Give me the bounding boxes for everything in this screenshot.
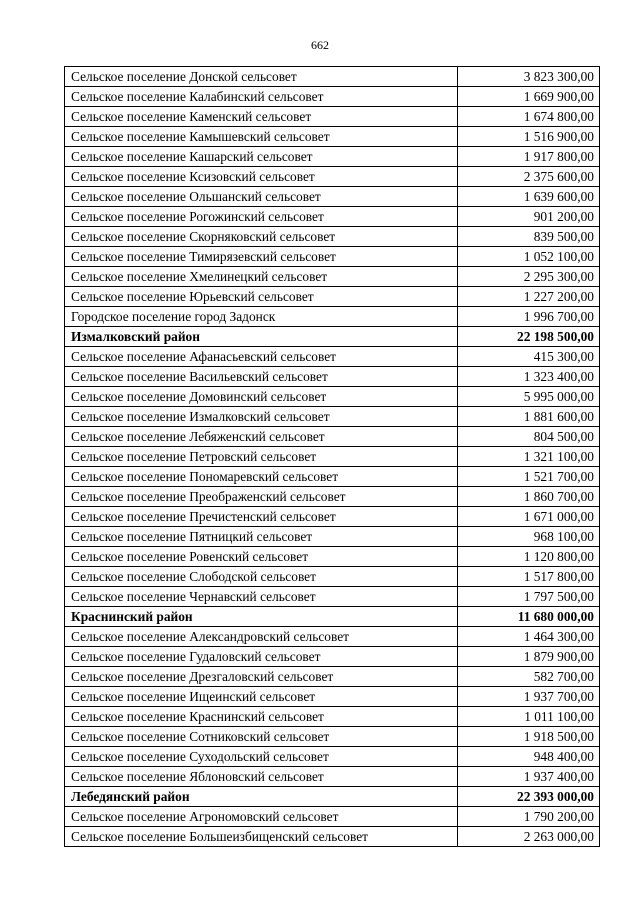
table-row	[65, 127, 600, 147]
table-row	[65, 527, 600, 547]
table-row	[65, 267, 600, 287]
table-row	[65, 387, 600, 407]
settlement-name: Сельское поселение Ищеинский сельсовет	[65, 687, 458, 707]
table-row	[65, 507, 600, 527]
settlement-name: Сельское поселение Донской сельсовет	[65, 67, 458, 87]
budget-table	[64, 66, 600, 847]
settlement-amount: 1 881 600,00	[458, 407, 600, 427]
settlement-amount: 948 400,00	[458, 747, 600, 767]
settlement-name: Сельское поселение Преображенский сельсовет	[65, 487, 458, 507]
district-name: Лебедянский район	[65, 787, 458, 807]
settlement-name: Городское поселение город Задонск	[65, 307, 458, 327]
settlement-amount: 1 937 700,00	[458, 687, 600, 707]
settlement-amount: 1 321 100,00	[458, 447, 600, 467]
settlement-name: Сельское поселение Хмелинецкий сельсовет	[65, 267, 458, 287]
settlement-amount: 1 052 100,00	[458, 247, 600, 267]
settlement-name: Сельское поселение Большеизбищенский сельсовет	[65, 827, 458, 847]
settlement-name: Сельское поселение Краснинский сельсовет	[65, 707, 458, 727]
settlement-name: Сельское поселение Яблоновский сельсовет	[65, 767, 458, 787]
table-row	[65, 87, 600, 107]
settlement-name: Сельское поселение Васильевский сельсовет	[65, 367, 458, 387]
settlement-amount: 1 860 700,00	[458, 487, 600, 507]
settlement-name: Сельское поселение Домовинский сельсовет	[65, 387, 458, 407]
settlement-name: Сельское поселение Кашарский сельсовет	[65, 147, 458, 167]
table-row	[65, 407, 600, 427]
table-row	[65, 747, 600, 767]
settlement-name: Сельское поселение Афанасьевский сельсовет	[65, 347, 458, 367]
budget-table-body	[65, 67, 600, 847]
settlement-name: Сельское поселение Тимирязевский сельсовет	[65, 247, 458, 267]
settlement-amount: 2 263 000,00	[458, 827, 600, 847]
settlement-name: Сельское поселение Измалковский сельсовет	[65, 407, 458, 427]
district-total-row	[65, 787, 600, 807]
table-row	[65, 367, 600, 387]
table-row	[65, 687, 600, 707]
settlement-name: Сельское поселение Слободской сельсовет	[65, 567, 458, 587]
settlement-amount: 1 937 400,00	[458, 767, 600, 787]
settlement-amount: 839 500,00	[458, 227, 600, 247]
settlement-name: Сельское поселение Чернавский сельсовет	[65, 587, 458, 607]
settlement-amount: 1 674 800,00	[458, 107, 600, 127]
table-row	[65, 107, 600, 127]
settlement-name: Сельское поселение Пречистенский сельсовет	[65, 507, 458, 527]
district-name: Измалковский район	[65, 327, 458, 347]
settlement-amount: 1 120 800,00	[458, 547, 600, 567]
settlement-amount: 1 917 800,00	[458, 147, 600, 167]
settlement-name: Сельское поселение Пятницкий сельсовет	[65, 527, 458, 547]
table-row	[65, 807, 600, 827]
table-row	[65, 187, 600, 207]
settlement-name: Сельское поселение Сотниковский сельсовет	[65, 727, 458, 747]
settlement-name: Сельское поселение Ксизовский сельсовет	[65, 167, 458, 187]
settlement-name: Сельское поселение Ольшанский сельсовет	[65, 187, 458, 207]
settlement-name: Сельское поселение Александровский сельсовет	[65, 627, 458, 647]
table-row	[65, 347, 600, 367]
table-row	[65, 627, 600, 647]
settlement-amount: 968 100,00	[458, 527, 600, 547]
settlement-amount: 1 790 200,00	[458, 807, 600, 827]
table-row	[65, 567, 600, 587]
settlement-amount: 1 521 700,00	[458, 467, 600, 487]
settlement-amount: 1 879 900,00	[458, 647, 600, 667]
district-total-amount: 22 198 500,00	[458, 327, 600, 347]
settlement-name: Сельское поселение Каменский сельсовет	[65, 107, 458, 127]
table-row	[65, 207, 600, 227]
table-row	[65, 827, 600, 847]
settlement-name: Сельское поселение Дрезгаловский сельсовет	[65, 667, 458, 687]
table-row	[65, 647, 600, 667]
table-row	[65, 667, 600, 687]
settlement-name: Сельское поселение Скорняковский сельсовет	[65, 227, 458, 247]
page-number: 662	[311, 38, 329, 52]
table-row	[65, 67, 600, 87]
table-row	[65, 767, 600, 787]
table-row	[65, 287, 600, 307]
settlement-amount: 1 464 300,00	[458, 627, 600, 647]
settlement-amount: 5 995 000,00	[458, 387, 600, 407]
settlement-name: Сельское поселение Пономаревский сельсовет	[65, 467, 458, 487]
settlement-amount: 1 323 400,00	[458, 367, 600, 387]
settlement-amount: 1 996 700,00	[458, 307, 600, 327]
settlement-amount: 2 375 600,00	[458, 167, 600, 187]
settlement-amount: 1 669 900,00	[458, 87, 600, 107]
table-row	[65, 707, 600, 727]
settlement-name: Сельское поселение Гудаловский сельсовет	[65, 647, 458, 667]
settlement-name: Сельское поселение Петровский сельсовет	[65, 447, 458, 467]
settlement-name: Сельское поселение Суходольский сельсовет	[65, 747, 458, 767]
table-row	[65, 247, 600, 267]
settlement-amount: 1 011 100,00	[458, 707, 600, 727]
district-total-row	[65, 327, 600, 347]
table-row	[65, 447, 600, 467]
settlement-name: Сельское поселение Ровенский сельсовет	[65, 547, 458, 567]
settlement-amount: 804 500,00	[458, 427, 600, 447]
settlement-name: Сельское поселение Камышевский сельсовет	[65, 127, 458, 147]
settlement-amount: 1 516 900,00	[458, 127, 600, 147]
table-row	[65, 727, 600, 747]
table-row	[65, 307, 600, 327]
settlement-name: Сельское поселение Калабинский сельсовет	[65, 87, 458, 107]
settlement-amount: 1 918 500,00	[458, 727, 600, 747]
table-row	[65, 147, 600, 167]
table-row	[65, 487, 600, 507]
district-name: Краснинский район	[65, 607, 458, 627]
settlement-amount: 901 200,00	[458, 207, 600, 227]
district-total-amount: 11 680 000,00	[458, 607, 600, 627]
table-row	[65, 427, 600, 447]
settlement-amount: 1 517 800,00	[458, 567, 600, 587]
settlement-amount: 415 300,00	[458, 347, 600, 367]
settlement-amount: 1 227 200,00	[458, 287, 600, 307]
settlement-amount: 1 639 600,00	[458, 187, 600, 207]
settlement-amount: 2 295 300,00	[458, 267, 600, 287]
settlement-amount: 582 700,00	[458, 667, 600, 687]
table-row	[65, 227, 600, 247]
settlement-name: Сельское поселение Лебяженский сельсовет	[65, 427, 458, 447]
settlement-name: Сельское поселение Юрьевский сельсовет	[65, 287, 458, 307]
district-total-row	[65, 607, 600, 627]
table-row	[65, 467, 600, 487]
table-row	[65, 167, 600, 187]
district-total-amount: 22 393 000,00	[458, 787, 600, 807]
settlement-name: Сельское поселение Агрономовский сельсовет	[65, 807, 458, 827]
settlement-amount: 3 823 300,00	[458, 67, 600, 87]
settlement-amount: 1 671 000,00	[458, 507, 600, 527]
table-row	[65, 587, 600, 607]
table-row	[65, 547, 600, 567]
settlement-name: Сельское поселение Рогожинский сельсовет	[65, 207, 458, 227]
settlement-amount: 1 797 500,00	[458, 587, 600, 607]
